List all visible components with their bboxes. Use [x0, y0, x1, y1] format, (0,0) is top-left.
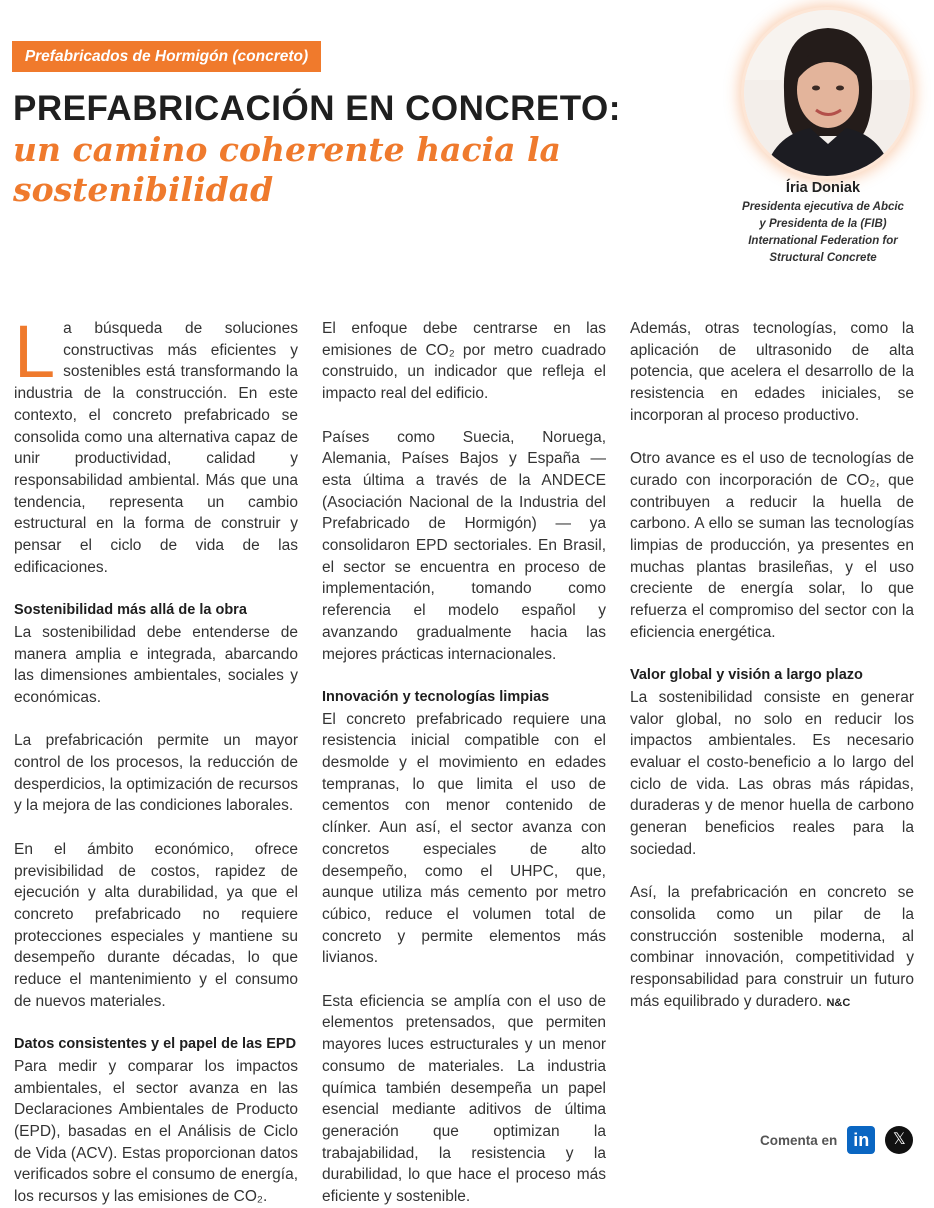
section-heading: Sostenibilidad más allá de la obra — [14, 602, 247, 619]
publication-signature: N&C — [826, 996, 851, 1009]
comment-label: Comenta en — [760, 1132, 838, 1148]
paragraph: El concreto prefabricado requiere una resistencia inicial compatible con el desmolde y el movimiento en edades tempranas, lo que limita el uso de cementos con menor contenido de clínker. Aun así, el sector avanza con concretos especiales de alto desempeño, como el UHPC, que, aunque utiliza más cemento por metro cúbico, reduce el volumen total de concreto y permite elementos más livianos. — [322, 710, 606, 967]
paragraph: La sostenibilidad consiste en generar valor global, no solo en reducir los impactos ambientales. Es necesario evaluar el costo-beneficio a lo largo del ciclo de vida. Las obras más rápidas, duraderas y de menor huella de carbono generan beneficios reales para la sociedad. — [630, 688, 914, 858]
share-bar — [760, 1125, 913, 1155]
paragraph: Otro avance es el uso de tecnologías de curado con incorporación de CO₂, que contribuyen a reducir la huella de carbono. A ello se suman las tecnologías limpias de producción, ya presentes en muchas plantas brasileñas, y el uso creciente de energía solar, lo que refuerza el compromiso del sector con la eficiencia energética. — [630, 450, 914, 641]
author-credit — [720, 179, 926, 267]
category-tag: Prefabricados de Hormigón (concreto) — [12, 41, 321, 72]
paragraph: La sostenibilidad debe entenderse de manera amplia e integrada, abarcando las dimensiones ambientales, sociales y económicas. — [14, 623, 298, 706]
paragraph: Esta eficiencia se amplía con el uso de elementos pretensados, que permiten mayores luces estructurales y un menor consumo de materiales. La industria química también desempeña un papel esencial mediante aditivos de última generación que optimizan la trabajabilidad, la resistencia y la durabilidad, lo que hace el proceso más eficiente y sostenible. — [322, 992, 606, 1206]
author-role-line: International Federation for — [748, 235, 898, 247]
section-heading: Innovación y tecnologías limpias — [322, 688, 550, 705]
article-column-3 — [630, 318, 914, 1014]
section-heading: Datos consistentes y el papel de las EPD — [14, 1036, 297, 1053]
article-title: PREFABRICACIÓN EN CONCRETO: — [13, 89, 621, 128]
author-role-line: Structural Concrete — [769, 252, 877, 264]
article-column-2 — [322, 318, 606, 1208]
linkedin-icon[interactable]: in — [847, 1126, 875, 1154]
paragraph: El enfoque debe centrarse en las emisiones de CO₂ por metro cuadrado construido, un indicador que refleja el impacto real del edificio. — [322, 320, 606, 403]
section-heading: Valor global y visión a largo plazo — [630, 667, 863, 684]
paragraph: Países como Suecia, Noruega, Alemania, Países Bajos y España — esta última a través de la ANDECE (Asociación Nacional de la Industria del Prefabricado de Hormigón) — ya consolidaron EPD sectoriales. En Brasil, el sector se encuentra en proceso de implementación, tomando como referencia el modelo español y avanzando gradualmente hacia las mejores prácticas internacionales. — [322, 428, 606, 663]
author-role-line: Presidenta ejecutiva de Abcic — [742, 201, 904, 213]
paragraph-text: a búsqueda de soluciones constructivas más eficientes y sostenibles está transformando la industria de la construcción. En este contexto, el concreto prefabricado se consolida como una alternativa capaz de unir productividad, calidad y responsabilidad ambiental. Más que una tendencia, representa un cambio estructural en la forma de construir y pensar el ciclo de vida de las edificaciones. — [14, 320, 298, 576]
paragraph: Para medir y comparar los impactos ambientales, el sector avanza en las Declaraciones Ambientales de Producto (EPD), basadas en el Análisis de Ciclo de Vida (ACV). Estas proporcionan datos verificados sobre el consumo de energía, los recursos y las emisiones de CO₂. — [14, 1057, 298, 1206]
closing-paragraph — [630, 882, 914, 1014]
intro-paragraph — [14, 310, 298, 578]
author-photo — [744, 10, 910, 176]
paragraph-text: Así, la prefabricación en concreto se consolida como un pilar de la construcción sostenible moderna, al combinar innovación, competitividad y responsabilidad para construir un futuro más equilibrado y duradero. — [630, 884, 914, 1010]
paragraph: Además, otras tecnologías, como la aplicación de ultrasonido de alta potencia, que acelera el desarrollo de la resistencia en edades iniciales, se incorporan al proceso productivo. — [630, 320, 914, 424]
author-role-line: y Presidenta de la (FIB) — [759, 218, 887, 230]
paragraph: La prefabricación permite un mayor control de los procesos, la reducción de desperdicios, la optimización de recursos y la mejora de las condiciones laborales. — [14, 732, 298, 815]
article-subtitle: un camino coherente hacia la sostenibilidad — [13, 130, 561, 209]
author-name: Íria Doniak — [785, 180, 861, 196]
paragraph: En el ámbito económico, ofrece previsibilidad de costos, rapidez de ejecución y alta durabilidad, ya que el concreto prefabricado no requiere protecciones especiales y mantiene su desempeño durante décadas, lo que reduce el mantenimiento y el consumo de nuevos materiales. — [14, 840, 298, 1010]
x-icon[interactable]: 𝕏 — [885, 1126, 913, 1154]
article-column-1 — [14, 310, 298, 1208]
author-role — [720, 199, 926, 267]
drop-cap: L — [14, 310, 56, 393]
